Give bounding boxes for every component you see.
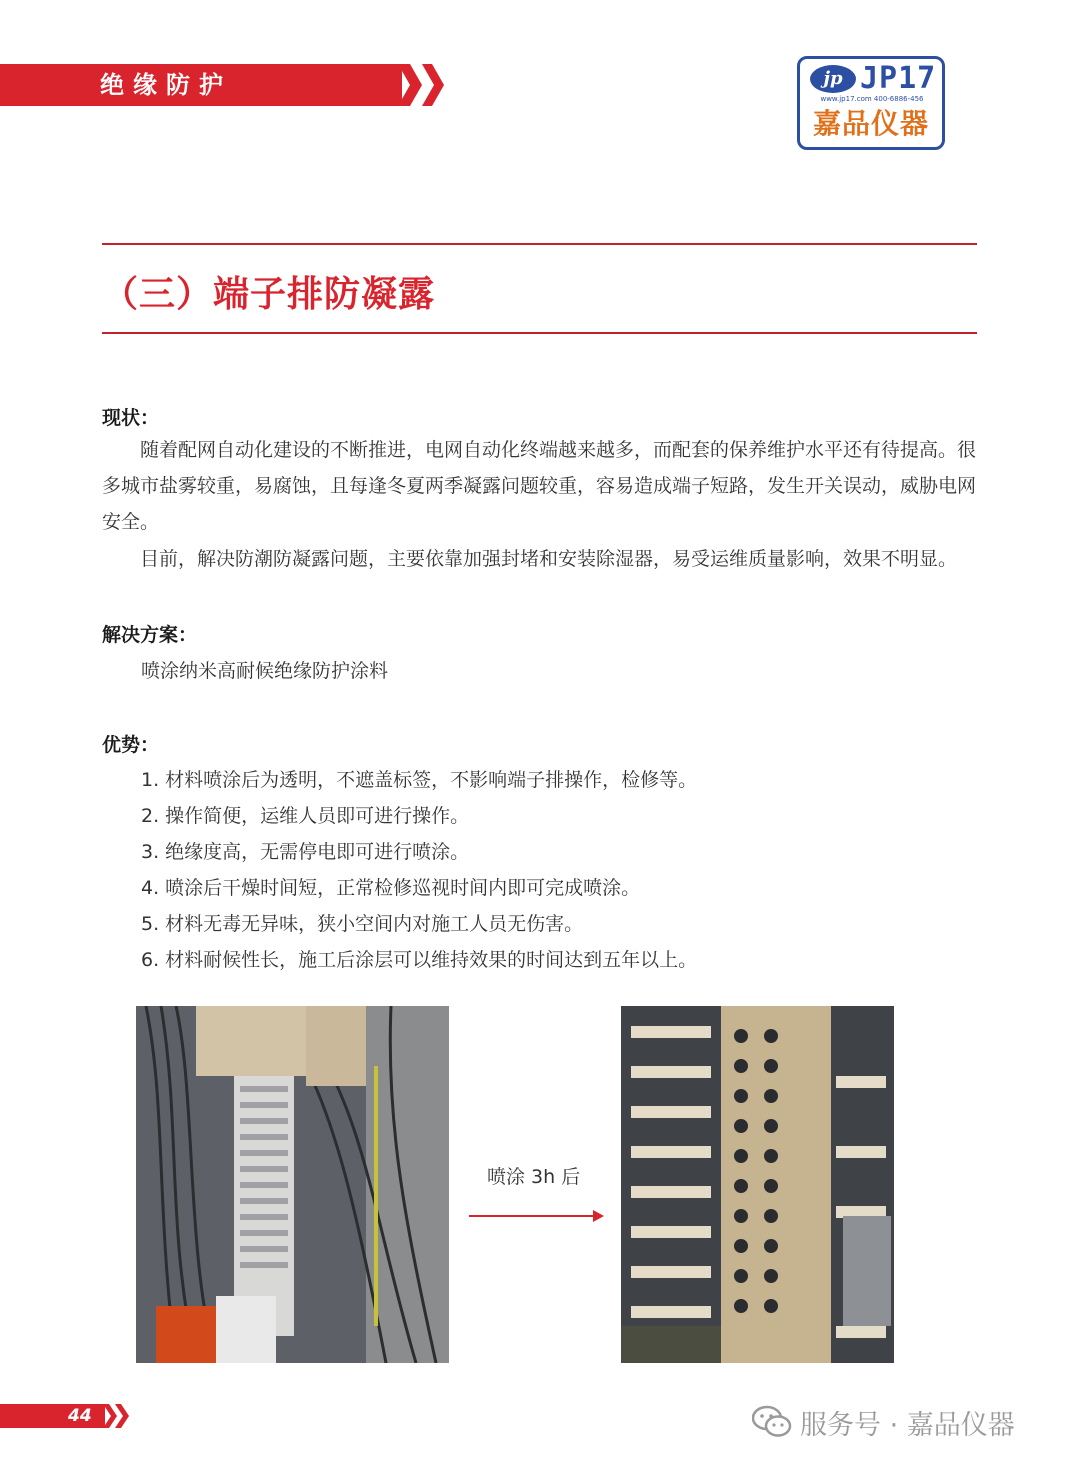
company-logo [797,56,945,150]
list-item: 6. 材料耐候性长，施工后涂层可以维持效果的时间达到五年以上。 [141,949,698,971]
photo-after-spraying [621,1006,894,1363]
chevron-right-icon [398,64,422,106]
list-item: 1. 材料喷涂后为透明，不遮盖标签，不影响端子排操作，检修等。 [141,769,698,791]
arrow-right-icon [593,1210,604,1222]
advantages-label: 优势： [102,734,160,756]
logo-brand: JP17 [860,61,937,96]
status-label: 现状： [102,407,160,429]
chevron-right-icon [422,64,446,106]
terminal-block-photo-illustration [136,1006,449,1363]
logo-mark: jp [810,65,856,93]
section-title: （三）端子排防凝露 [102,274,436,315]
list-item: 3. 绝缘度高，无需停电即可进行喷涂。 [141,841,470,863]
arrow-line [469,1215,597,1217]
status-paragraph-2: 目前，解决防潮防凝露问题，主要依靠加强封堵和安装除湿器，易受运维质量影响，效果不明显。 [140,548,958,570]
status-paragraph-1: 随着配网自动化建设的不断推进，电网自动化终端越来越多，而配套的保养维护水平还有待提高。很多城市盐雾较重，易腐蚀，且每逢冬夏两季凝露问题较重，容易造成端子短路，发生开关误动，威胁电网安全。 [102,439,977,533]
advantages-list [141,762,697,978]
photo-before-spraying [136,1006,449,1363]
list-item: 5. 材料无毒无异味，狭小空间内对施工人员无伤害。 [141,913,584,935]
solution-text: 喷涂纳米高耐候绝缘防护涂料 [141,660,389,682]
logo-subtitle: www.jp17.com 400-6886-456 [820,95,924,103]
wechat-icon [752,1405,792,1439]
banner-title: 绝缘防护 [100,71,232,99]
wechat-service-account [752,1400,1015,1444]
wechat-account-name: 服务号 · 嘉品仪器 [800,1409,1015,1441]
terminal-block-photo-illustration [621,1006,894,1363]
list-item: 4. 喷涂后干燥时间短，正常检修巡视时间内即可完成喷涂。 [141,877,641,899]
page-number: 44 [68,1406,92,1426]
list-item: 2. 操作简便，运维人员即可进行操作。 [141,805,470,827]
divider-top [102,243,977,245]
logo-chinese-name: 嘉品仪器 [812,107,929,140]
figure-caption: 喷涂 3h 后 [487,1166,581,1188]
solution-label: 解决方案： [102,624,198,646]
chevron-right-icon [103,1404,131,1428]
divider-bottom [102,332,977,334]
